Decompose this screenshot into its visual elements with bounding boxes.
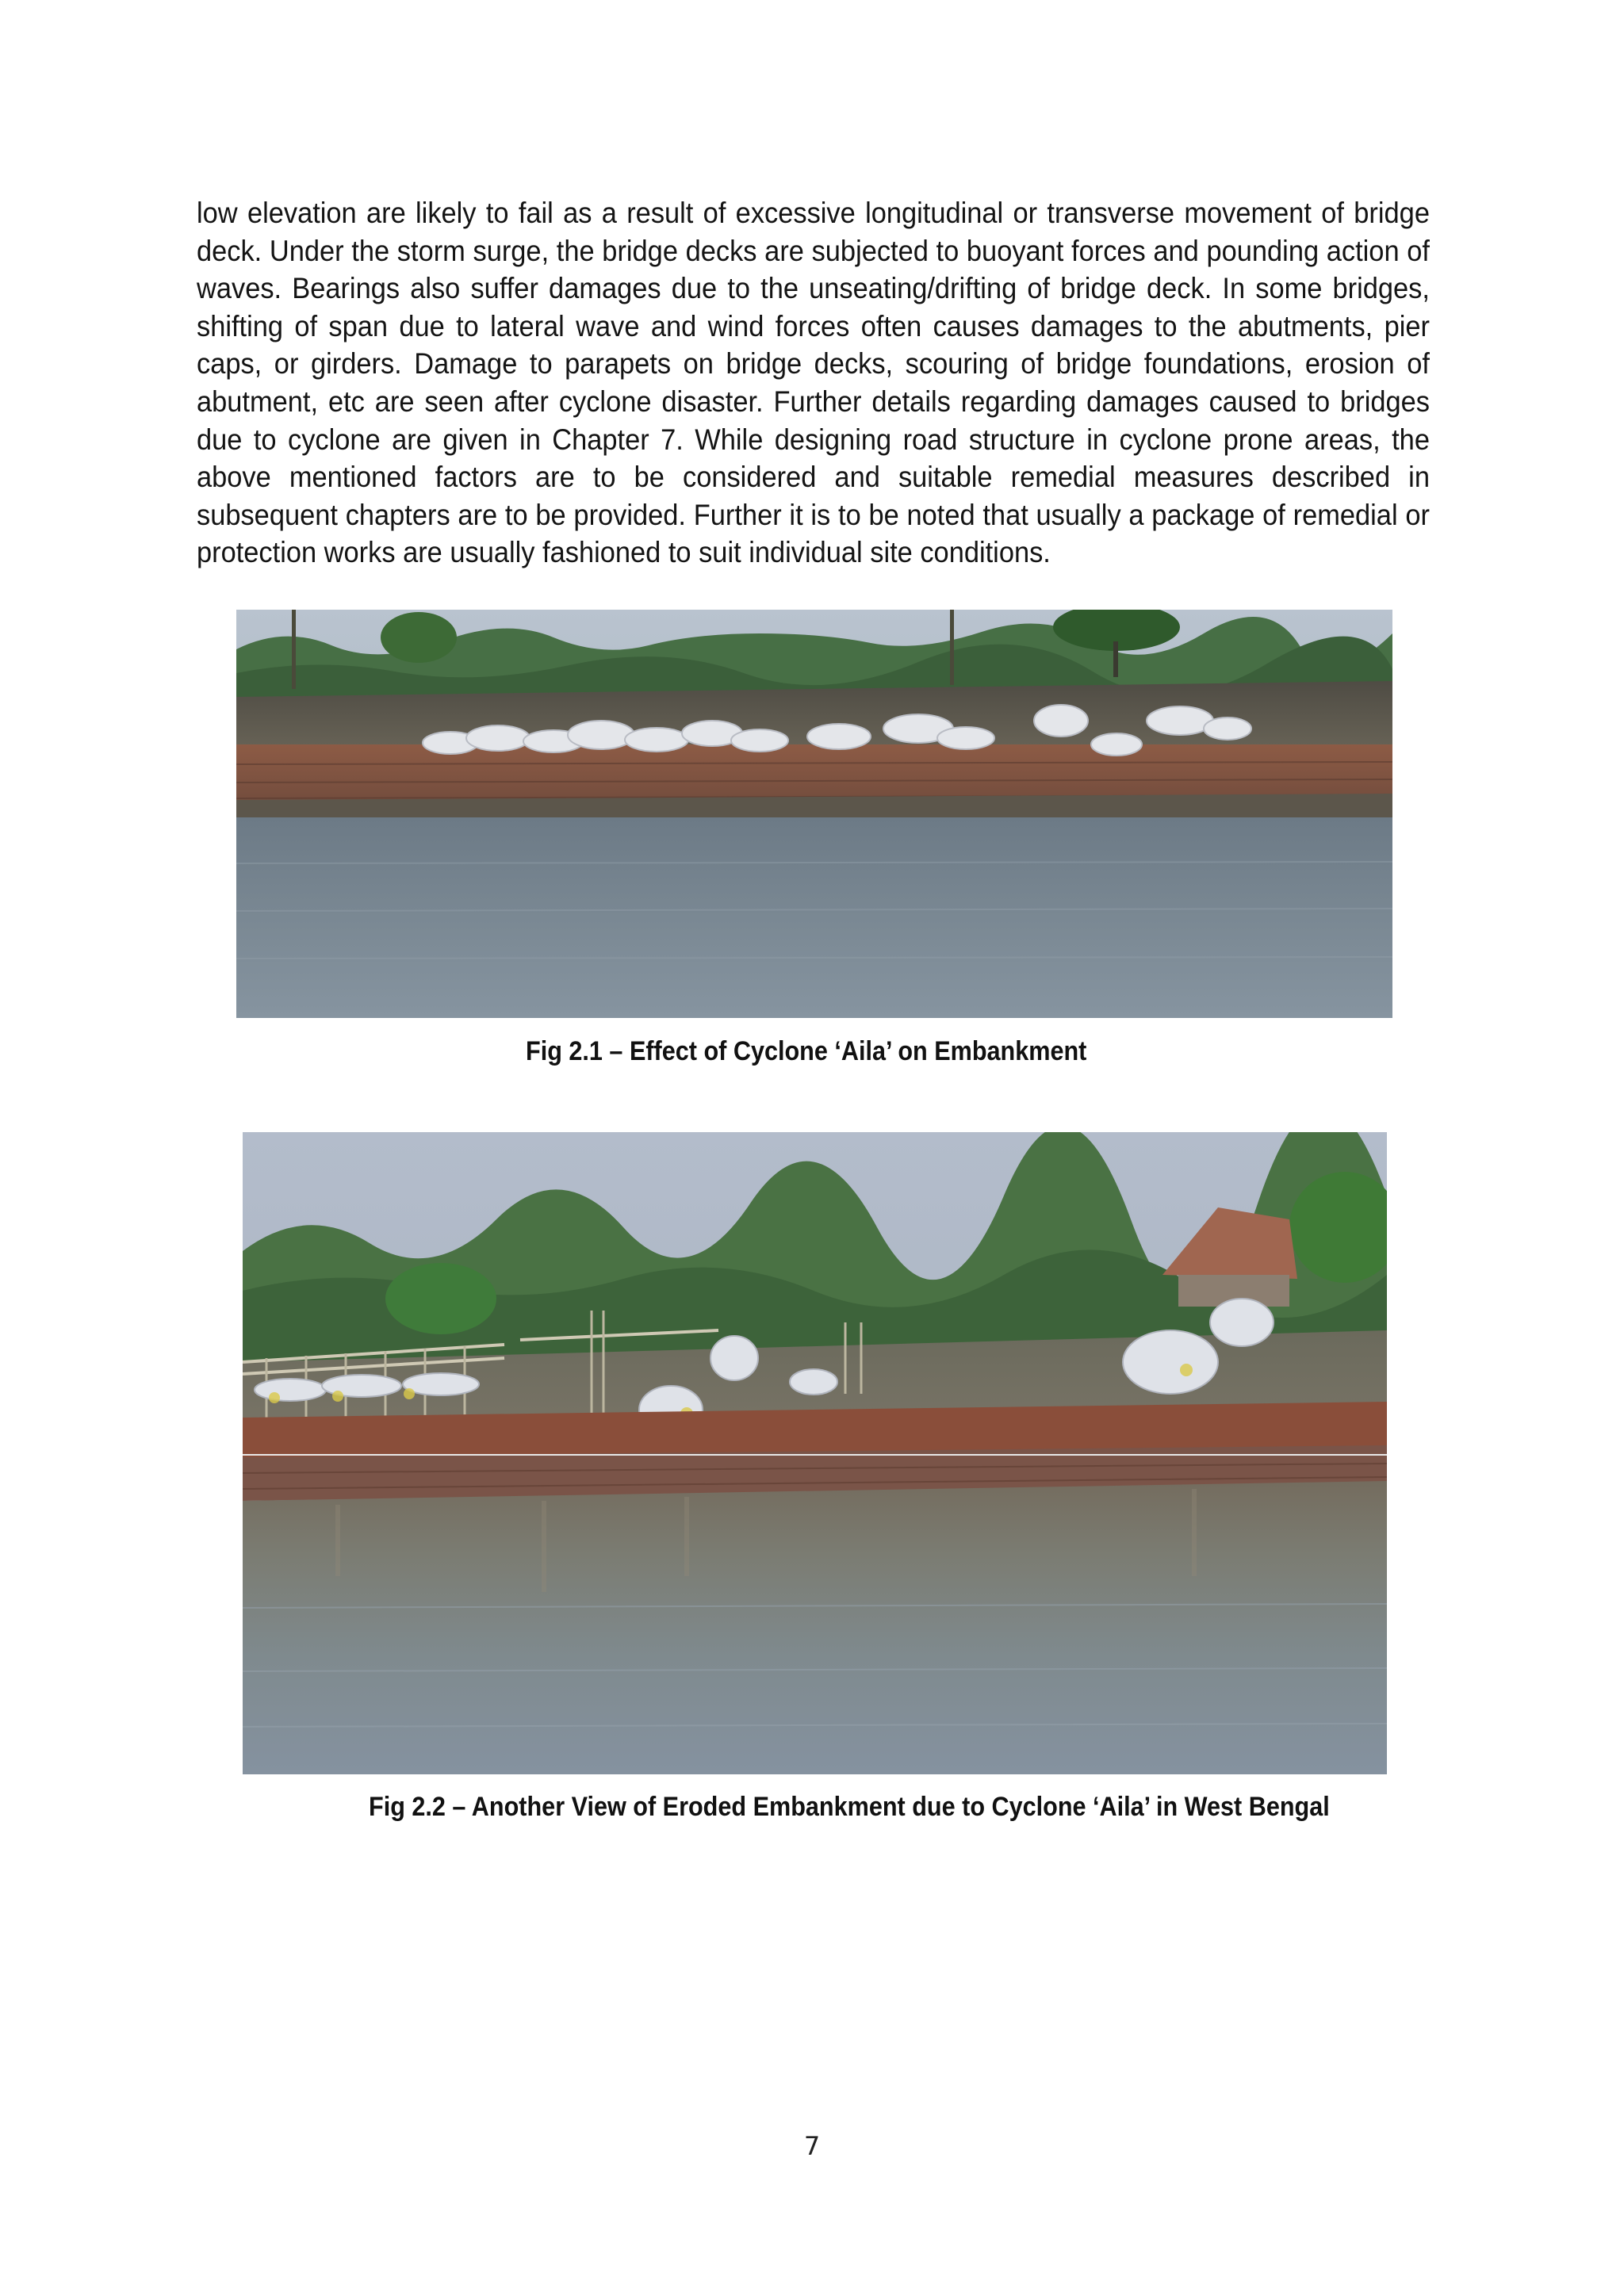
- figure-2-2-caption: Fig 2.2 – Another View of Eroded Embankment due to Cyclone ‘Aila’ in West Bengal: [369, 1792, 1330, 1822]
- figure-2-2-photo: [243, 1132, 1387, 1774]
- page-number: 7: [803, 2131, 821, 2161]
- embankment-photo-1: [236, 610, 1392, 1018]
- embankment-photo-2: [243, 1132, 1387, 1774]
- body-paragraph: low elevation are likely to fail as a result of excessive longitudinal or transverse movement of bridge deck. Under the storm surge, the bridge decks are subjected to buoyant forces and pounding action of waves. Bearings also suffer damages due to the unseating/drifting of bridge deck. In some bridges, shifting of span due to lateral wave and wind forces often causes damages to the abutments, pier caps, or girders. Damage to parapets on bridge decks, scouring of bridge foundations, erosion of abutment, etc are seen after cyclone disaster. Further details regarding damages caused to bridges due to cyclone are given in Chapter 7. While designing road structure in cyclone prone areas, the above mentioned factors are to be considered and suitable remedial measures described in subsequent chapters are to be provided. Further it is to be noted that usually a package of remedial or protection works are usually fashioned to suit individual site conditions.: [197, 197, 1430, 569]
- figure-2-1-photo: [236, 610, 1392, 1018]
- figure-2-1-caption: Fig 2.1 – Effect of Cyclone ‘Aila’ on Embankment: [526, 1036, 1087, 1066]
